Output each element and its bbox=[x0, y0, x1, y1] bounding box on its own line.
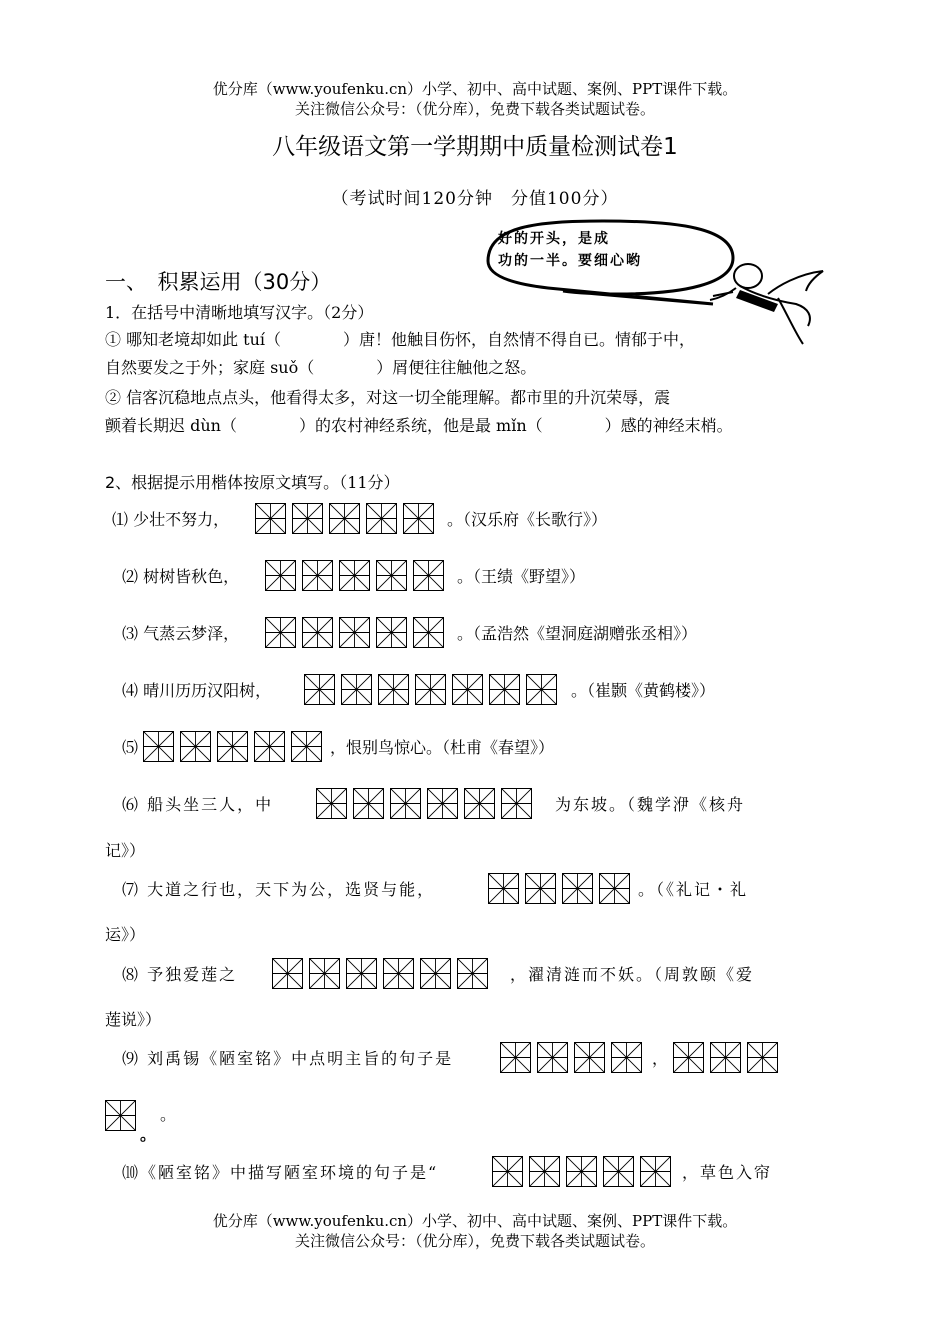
writing-cell[interactable] bbox=[413, 617, 444, 648]
q2-item-9-grid-b[interactable] bbox=[673, 1042, 778, 1073]
writing-cell[interactable] bbox=[489, 674, 520, 705]
writing-cell[interactable] bbox=[376, 617, 407, 648]
footer-line-2: 关注微信公众号：（优分库），免费下载各类试题试卷。 bbox=[294, 1232, 655, 1250]
writing-cell[interactable] bbox=[464, 788, 495, 819]
header-line-1: 优分库（www.youfenku.cn）小学、初中、高中试题、案例、PPT课件下载。 bbox=[212, 80, 738, 98]
writing-cell[interactable] bbox=[309, 958, 340, 989]
writing-cell[interactable] bbox=[710, 1042, 741, 1073]
q2-item-9-pre: ⑼ 刘禹锡《陋室铭》中点明主旨的句子是 bbox=[122, 1049, 454, 1068]
writing-cell[interactable] bbox=[105, 1100, 136, 1131]
writing-cell[interactable] bbox=[265, 617, 296, 648]
q2-item-9-mid: ， bbox=[652, 1049, 669, 1068]
writing-cell[interactable] bbox=[383, 958, 414, 989]
q2-item-5-post: ，恨别鸟惊心。（杜甫《春望》） bbox=[330, 738, 555, 757]
q2-item-2-pre: ⑵ 树树皆秋色， bbox=[122, 567, 240, 586]
q2-item-3-post: 。（孟浩然《望洞庭湖赠张丞相》） bbox=[457, 624, 698, 643]
header-line-2: 关注微信公众号：（优分库），免费下载各类试题试卷。 bbox=[294, 100, 655, 118]
writing-cell[interactable] bbox=[599, 873, 630, 904]
q2-item-7-grid[interactable] bbox=[488, 873, 630, 904]
writing-cell[interactable] bbox=[611, 1042, 642, 1073]
q2-item-8-pre: ⑻ 予独爱莲之 bbox=[122, 965, 238, 984]
writing-cell[interactable] bbox=[413, 560, 444, 591]
writing-cell[interactable] bbox=[457, 958, 488, 989]
q1-title: 1．在括号中清晰地填写汉字。（2分） bbox=[105, 303, 374, 322]
writing-cell[interactable] bbox=[254, 731, 285, 762]
q1-p1-line2: 自然要发之于外；家庭 suǒ（ ）屑便往往触他之怒。 bbox=[105, 358, 537, 377]
q2-title: 2、根据提示用楷体按原文填写。（11分） bbox=[105, 473, 400, 492]
writing-cell[interactable] bbox=[525, 873, 556, 904]
page-subtitle: （考试时间120分钟 分值100分） bbox=[331, 189, 619, 209]
writing-cell[interactable] bbox=[500, 1042, 531, 1073]
q2-item-9-grid-a[interactable] bbox=[500, 1042, 642, 1073]
q2-item-6-pre: ⑹ 船头坐三人，中 bbox=[122, 795, 274, 814]
cupid-icon bbox=[710, 264, 823, 344]
writing-cell[interactable] bbox=[376, 560, 407, 591]
writing-cell[interactable] bbox=[415, 674, 446, 705]
bubble-line-1: 好的开头，是成 bbox=[498, 231, 610, 247]
writing-cell[interactable] bbox=[302, 560, 333, 591]
q2-item-6-post: 为东坡。（魏学洢《核舟 bbox=[555, 795, 746, 814]
writing-cell[interactable] bbox=[316, 788, 347, 819]
writing-cell[interactable] bbox=[353, 788, 384, 819]
writing-cell[interactable] bbox=[265, 560, 296, 591]
q2-item-4-post: 。（崔颢《黄鹤楼》） bbox=[571, 681, 716, 700]
q2-item-4-pre: ⑷ 晴川历历汉阳树， bbox=[122, 681, 272, 700]
q2-item-8-grid[interactable] bbox=[272, 958, 488, 989]
q2-item-9-grid-c[interactable] bbox=[105, 1100, 136, 1131]
q1-p2-line2: 颤着长期迟 dùn（ ）的农村神经系统，他是最 mǐn（ ）感的神经末梢。 bbox=[105, 416, 733, 435]
writing-cell[interactable] bbox=[329, 503, 360, 534]
footer-line-1: 优分库（www.youfenku.cn）小学、初中、高中试题、案例、PPT课件下载。 bbox=[212, 1212, 738, 1230]
writing-cell[interactable] bbox=[488, 873, 519, 904]
writing-cell[interactable] bbox=[640, 1156, 671, 1187]
writing-cell[interactable] bbox=[566, 1156, 597, 1187]
writing-cell[interactable] bbox=[272, 958, 303, 989]
q2-item-10-pre: ⑽《陋室铭》中描写陋室环境的句子是“ bbox=[122, 1163, 439, 1182]
writing-cell[interactable] bbox=[346, 958, 377, 989]
writing-cell[interactable] bbox=[366, 503, 397, 534]
page-title: 八年级语文第一学期期中质量检测试卷1 bbox=[272, 134, 678, 160]
writing-cell[interactable] bbox=[378, 674, 409, 705]
writing-cell[interactable] bbox=[339, 560, 370, 591]
q1-p1-line1: ① 哪知老境却如此 tuí（ ）唐！他触目伤怀，自然情不得自已。情郁于中， bbox=[105, 330, 696, 349]
writing-cell[interactable] bbox=[339, 617, 370, 648]
q2-item-6-grid[interactable] bbox=[316, 788, 532, 819]
q2-item-1-grid[interactable] bbox=[255, 503, 434, 534]
bubble-line-2: 功的一半。要细心哟 bbox=[498, 253, 642, 269]
q2-item-7-post: 。（《礼记・礼 bbox=[638, 880, 749, 899]
writing-cell[interactable] bbox=[526, 674, 557, 705]
section-1-title: 一、 积累运用（30分） bbox=[105, 270, 332, 294]
writing-cell[interactable] bbox=[180, 731, 211, 762]
q2-item-3-grid[interactable] bbox=[265, 617, 444, 648]
q2-item-1-post: 。（汉乐府《长歌行》） bbox=[447, 510, 608, 529]
q2-item-8-post: ，濯清涟而不妖。（周敦颐《爱 bbox=[510, 965, 755, 984]
writing-cell[interactable] bbox=[304, 674, 335, 705]
writing-cell[interactable] bbox=[420, 958, 451, 989]
writing-cell[interactable] bbox=[292, 503, 323, 534]
q2-item-7-pre: ⑺ 大道之行也，天下为公，选贤与能， bbox=[122, 880, 436, 899]
writing-cell[interactable] bbox=[403, 503, 434, 534]
writing-cell[interactable] bbox=[574, 1042, 605, 1073]
q2-item-5-grid[interactable] bbox=[143, 731, 322, 762]
q2-item-6-cont: 记》） bbox=[105, 841, 146, 860]
writing-cell[interactable] bbox=[217, 731, 248, 762]
writing-cell[interactable] bbox=[291, 731, 322, 762]
q2-item-2-grid[interactable] bbox=[265, 560, 444, 591]
q2-item-9-tail: 。 bbox=[140, 1125, 157, 1144]
q2-item-9-post: 。 bbox=[160, 1105, 177, 1124]
q2-item-4-grid[interactable] bbox=[304, 674, 557, 705]
writing-cell[interactable] bbox=[341, 674, 372, 705]
q2-item-10-post: ，草色入帘 bbox=[682, 1163, 773, 1182]
writing-cell[interactable] bbox=[255, 503, 286, 534]
q2-item-3-pre: ⑶ 气蒸云梦泽， bbox=[122, 624, 240, 643]
writing-cell[interactable] bbox=[390, 788, 421, 819]
q2-item-2-post: 。（王绩《野望》） bbox=[457, 567, 586, 586]
writing-cell[interactable] bbox=[603, 1156, 634, 1187]
writing-cell[interactable] bbox=[452, 674, 483, 705]
q2-item-5-pre: ⑸ bbox=[122, 738, 139, 757]
writing-cell[interactable] bbox=[427, 788, 458, 819]
writing-cell[interactable] bbox=[302, 617, 333, 648]
q2-item-10-grid[interactable] bbox=[492, 1156, 671, 1187]
q2-item-7-cont: 运》） bbox=[105, 925, 146, 944]
q2-item-8-cont: 莲说》） bbox=[105, 1010, 162, 1029]
writing-cell[interactable] bbox=[537, 1042, 568, 1073]
writing-cell[interactable] bbox=[562, 873, 593, 904]
q2-item-1-pre: ⑴ 少壮不努力， bbox=[112, 510, 230, 529]
writing-cell[interactable] bbox=[501, 788, 532, 819]
writing-cell[interactable] bbox=[673, 1042, 704, 1073]
writing-cell[interactable] bbox=[143, 731, 174, 762]
writing-cell[interactable] bbox=[529, 1156, 560, 1187]
q1-p2-line1: ② 信客沉稳地点点头，他看得太多，对这一切全能理解。都市里的升沉荣辱，震 bbox=[105, 388, 671, 407]
writing-cell[interactable] bbox=[492, 1156, 523, 1187]
writing-cell[interactable] bbox=[747, 1042, 778, 1073]
